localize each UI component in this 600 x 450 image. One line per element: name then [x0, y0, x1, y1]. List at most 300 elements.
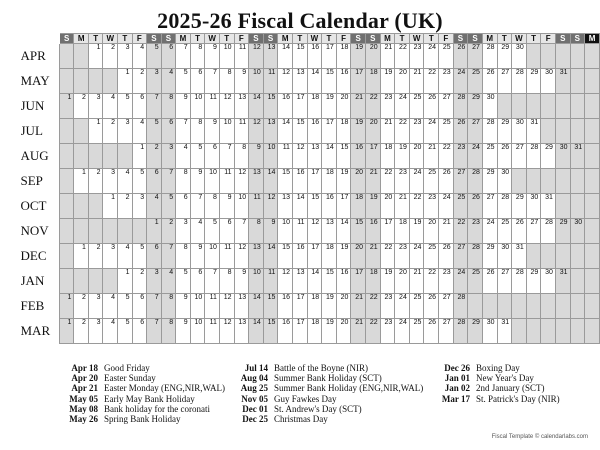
day-cell: 24 — [395, 319, 410, 344]
empty-cell — [59, 144, 74, 169]
day-cell: 4 — [103, 94, 118, 119]
day-cell: 3 — [88, 319, 103, 344]
weekday-header: M — [74, 34, 89, 44]
holiday-date: Dec 25 — [242, 414, 268, 425]
day-cell: 20 — [366, 119, 381, 144]
footer-credit: Fiscal Template © calendarlabs.com — [491, 434, 588, 440]
day-cell: 3 — [103, 244, 118, 269]
day-cell: 7 — [147, 294, 162, 319]
weekday-header: S — [453, 34, 468, 44]
day-cell: 20 — [395, 69, 410, 94]
day-cell: 20 — [424, 219, 439, 244]
day-cell: 23 — [395, 244, 410, 269]
day-cell: 8 — [234, 144, 249, 169]
day-cell: 28 — [453, 319, 468, 344]
day-cell: 16 — [322, 194, 337, 219]
day-cell: 14 — [278, 44, 293, 69]
day-cell: 18 — [380, 144, 395, 169]
holiday-date: Apr 18 — [71, 363, 98, 373]
empty-cell — [512, 319, 527, 344]
empty-cell — [555, 194, 570, 219]
day-cell: 14 — [263, 169, 278, 194]
month-label: MAR — [21, 319, 60, 344]
day-cell: 23 — [409, 119, 424, 144]
holiday-name: Battle of the Boyne (NIR) — [274, 363, 368, 373]
day-cell: 9 — [234, 269, 249, 294]
day-cell: 17 — [292, 294, 307, 319]
day-cell: 1 — [88, 119, 103, 144]
empty-cell — [555, 294, 570, 319]
empty-cell — [88, 69, 103, 94]
day-cell: 9 — [176, 94, 191, 119]
day-cell: 30 — [482, 94, 497, 119]
holiday-name: New Year's Day — [476, 373, 534, 384]
day-cell: 13 — [322, 219, 337, 244]
day-cell: 19 — [322, 319, 337, 344]
day-cell: 6 — [190, 269, 205, 294]
day-cell: 9 — [190, 169, 205, 194]
day-cell: 10 — [190, 294, 205, 319]
empty-cell — [88, 144, 103, 169]
empty-cell — [59, 119, 74, 144]
day-cell: 15 — [322, 269, 337, 294]
day-cell: 20 — [351, 169, 366, 194]
day-cell: 26 — [453, 119, 468, 144]
holiday-date: Aug 25 — [240, 383, 268, 394]
day-cell: 1 — [74, 244, 89, 269]
day-cell: 19 — [336, 169, 351, 194]
weekday-header: T — [88, 34, 103, 44]
day-cell: 29 — [497, 44, 512, 69]
day-cell: 25 — [409, 94, 424, 119]
empty-cell — [526, 44, 541, 69]
weekday-header: S — [555, 34, 570, 44]
weekday-header: S — [59, 34, 74, 44]
day-cell: 6 — [132, 319, 147, 344]
day-cell: 7 — [147, 319, 162, 344]
day-cell: 27 — [439, 94, 454, 119]
day-cell: 24 — [409, 244, 424, 269]
holiday-name: Summer Bank Holiday (ENG,NIR,WAL) — [274, 383, 424, 394]
day-cell: 28 — [512, 269, 527, 294]
holiday-name: Easter Sunday — [104, 373, 156, 384]
day-cell: 26 — [482, 269, 497, 294]
empty-cell — [585, 319, 600, 344]
day-cell: 4 — [176, 144, 191, 169]
weekday-header: M — [380, 34, 395, 44]
day-cell: 20 — [351, 244, 366, 269]
day-cell: 13 — [249, 169, 264, 194]
day-cell: 2 — [103, 119, 118, 144]
day-cell: 29 — [526, 269, 541, 294]
weekday-header: W — [205, 34, 220, 44]
day-cell: 15 — [307, 194, 322, 219]
day-cell: 16 — [307, 44, 322, 69]
day-cell: 1 — [147, 219, 162, 244]
holiday-list-3 — [434, 363, 560, 404]
empty-cell — [512, 94, 527, 119]
day-cell: 18 — [366, 69, 381, 94]
day-cell: 8 — [176, 244, 191, 269]
day-cell: 26 — [424, 319, 439, 344]
day-cell: 29 — [497, 119, 512, 144]
day-cell: 26 — [424, 94, 439, 119]
day-cell: 24 — [453, 69, 468, 94]
day-cell: 16 — [336, 269, 351, 294]
empty-cell — [570, 44, 585, 69]
weekday-header: T — [497, 34, 512, 44]
day-cell: 21 — [380, 44, 395, 69]
holiday-name: Bank holiday for the coronati — [104, 403, 210, 414]
holiday-name: St. Andrew's Day (SCT) — [274, 403, 362, 414]
day-cell: 10 — [219, 44, 234, 69]
empty-cell — [585, 69, 600, 94]
day-cell: 6 — [147, 244, 162, 269]
day-cell: 11 — [219, 169, 234, 194]
day-cell: 21 — [409, 269, 424, 294]
day-cell: 13 — [292, 69, 307, 94]
holiday-date: Nov 05 — [241, 393, 268, 404]
empty-cell — [570, 294, 585, 319]
day-cell: 8 — [161, 319, 176, 344]
day-cell: 11 — [205, 319, 220, 344]
day-cell: 17 — [351, 269, 366, 294]
month-row — [21, 269, 600, 294]
day-cell: 23 — [468, 219, 483, 244]
empty-cell — [541, 319, 556, 344]
day-cell: 7 — [161, 169, 176, 194]
day-cell: 12 — [307, 219, 322, 244]
day-cell: 27 — [526, 219, 541, 244]
day-cell: 5 — [147, 119, 162, 144]
day-cell: 25 — [497, 219, 512, 244]
day-cell: 4 — [161, 269, 176, 294]
day-cell: 29 — [482, 169, 497, 194]
day-cell: 13 — [307, 144, 322, 169]
holiday-item — [62, 394, 225, 404]
day-cell: 19 — [366, 194, 381, 219]
day-cell: 30 — [512, 119, 527, 144]
holiday-item — [232, 414, 423, 424]
day-cell: 20 — [409, 144, 424, 169]
holiday-name: Boxing Day — [476, 363, 520, 373]
header-corner — [21, 34, 60, 44]
day-cell: 28 — [453, 94, 468, 119]
day-cell: 30 — [570, 219, 585, 244]
day-cell: 2 — [88, 244, 103, 269]
day-cell: 20 — [395, 269, 410, 294]
day-cell: 17 — [366, 144, 381, 169]
holiday-item — [232, 404, 423, 414]
weekday-header: W — [103, 34, 118, 44]
holiday-list-1 — [62, 363, 225, 424]
day-cell: 12 — [219, 319, 234, 344]
day-cell: 10 — [205, 244, 220, 269]
empty-cell — [570, 69, 585, 94]
day-cell: 11 — [263, 69, 278, 94]
day-cell: 29 — [512, 194, 527, 219]
day-cell: 24 — [424, 44, 439, 69]
day-cell: 9 — [190, 244, 205, 269]
day-cell: 23 — [380, 294, 395, 319]
weekday-header: T — [190, 34, 205, 44]
day-cell: 27 — [497, 269, 512, 294]
empty-cell — [585, 244, 600, 269]
day-cell: 30 — [482, 319, 497, 344]
day-cell: 26 — [512, 219, 527, 244]
empty-cell — [555, 319, 570, 344]
holiday-name: St. Patrick's Day (NIR) — [476, 393, 560, 404]
empty-cell — [59, 219, 74, 244]
day-cell: 3 — [118, 119, 133, 144]
day-cell: 18 — [366, 269, 381, 294]
empty-cell — [74, 194, 89, 219]
day-cell: 19 — [380, 69, 395, 94]
weekday-header: S — [570, 34, 585, 44]
day-cell: 2 — [88, 169, 103, 194]
day-cell: 12 — [219, 294, 234, 319]
month-row — [21, 319, 600, 344]
day-cell: 4 — [118, 169, 133, 194]
month-row — [21, 119, 600, 144]
day-cell: 10 — [249, 69, 264, 94]
day-cell: 6 — [176, 194, 191, 219]
day-cell: 11 — [219, 244, 234, 269]
month-row — [21, 69, 600, 94]
day-cell: 30 — [526, 194, 541, 219]
day-cell: 21 — [351, 94, 366, 119]
day-cell: 1 — [118, 269, 133, 294]
day-cell: 27 — [453, 169, 468, 194]
day-cell: 31 — [570, 144, 585, 169]
day-cell: 27 — [512, 144, 527, 169]
day-cell: 7 — [161, 244, 176, 269]
day-cell: 20 — [366, 44, 381, 69]
day-cell: 22 — [395, 44, 410, 69]
month-label: JUN — [21, 94, 60, 119]
holiday-date: May 05 — [69, 393, 98, 404]
day-cell: 19 — [351, 119, 366, 144]
day-cell: 18 — [307, 94, 322, 119]
day-cell: 1 — [74, 169, 89, 194]
weekday-header: W — [409, 34, 424, 44]
day-cell: 26 — [482, 69, 497, 94]
day-cell: 2 — [132, 69, 147, 94]
day-cell: 11 — [234, 44, 249, 69]
weekday-header: S — [161, 34, 176, 44]
day-cell: 17 — [322, 119, 337, 144]
day-cell: 4 — [190, 219, 205, 244]
day-cell: 10 — [263, 144, 278, 169]
day-cell: 3 — [103, 169, 118, 194]
day-cell: 4 — [132, 119, 147, 144]
day-cell: 17 — [307, 244, 322, 269]
day-cell: 15 — [292, 44, 307, 69]
empty-cell — [570, 94, 585, 119]
day-cell: 29 — [482, 244, 497, 269]
day-cell: 15 — [278, 244, 293, 269]
day-cell: 21 — [380, 119, 395, 144]
weekday-header: S — [468, 34, 483, 44]
holiday-name: Early May Bank Holiday — [104, 393, 195, 404]
day-cell: 25 — [439, 119, 454, 144]
day-cell: 6 — [147, 169, 162, 194]
day-cell: 17 — [322, 44, 337, 69]
holiday-item — [62, 404, 225, 414]
day-cell: 5 — [132, 244, 147, 269]
day-cell: 21 — [366, 169, 381, 194]
day-cell: 3 — [176, 219, 191, 244]
holiday-name: Spring Bank Holiday — [104, 414, 181, 425]
day-cell: 6 — [205, 144, 220, 169]
day-cell: 21 — [439, 219, 454, 244]
day-cell: 10 — [278, 219, 293, 244]
day-cell: 3 — [118, 44, 133, 69]
day-cell: 13 — [249, 244, 264, 269]
empty-cell — [88, 269, 103, 294]
day-cell: 26 — [453, 44, 468, 69]
day-cell: 22 — [395, 119, 410, 144]
day-cell: 2 — [147, 144, 162, 169]
day-cell: 8 — [161, 94, 176, 119]
day-cell: 19 — [395, 144, 410, 169]
empty-cell — [497, 94, 512, 119]
day-cell: 28 — [541, 219, 556, 244]
empty-cell — [88, 219, 103, 244]
day-cell: 22 — [424, 269, 439, 294]
day-cell: 20 — [380, 194, 395, 219]
day-cell: 17 — [307, 169, 322, 194]
empty-cell — [541, 119, 556, 144]
day-cell: 12 — [249, 119, 264, 144]
day-cell: 6 — [132, 294, 147, 319]
day-cell: 13 — [292, 269, 307, 294]
day-cell: 30 — [541, 269, 556, 294]
holiday-item — [62, 414, 225, 424]
day-cell: 25 — [453, 194, 468, 219]
day-cell: 2 — [74, 94, 89, 119]
day-cell: 23 — [409, 44, 424, 69]
day-cell: 31 — [526, 119, 541, 144]
empty-cell — [541, 44, 556, 69]
day-cell: 5 — [118, 319, 133, 344]
day-cell: 22 — [380, 169, 395, 194]
holiday-item — [232, 373, 423, 383]
day-cell: 17 — [351, 69, 366, 94]
day-cell: 23 — [380, 94, 395, 119]
day-cell: 17 — [292, 319, 307, 344]
holiday-date: Dec 01 — [242, 403, 268, 414]
day-cell: 1 — [59, 319, 74, 344]
empty-cell — [103, 69, 118, 94]
day-cell: 17 — [380, 219, 395, 244]
empty-cell — [526, 244, 541, 269]
holiday-item — [62, 363, 225, 373]
day-cell: 31 — [512, 244, 527, 269]
empty-cell — [585, 44, 600, 69]
day-cell: 12 — [278, 69, 293, 94]
day-cell: 21 — [366, 244, 381, 269]
day-cell: 3 — [161, 144, 176, 169]
holiday-date: Apr 21 — [71, 383, 98, 394]
holiday-item — [434, 373, 560, 383]
weekday-header: M — [278, 34, 293, 44]
day-cell: 5 — [161, 194, 176, 219]
holiday-item — [232, 394, 423, 404]
day-cell: 14 — [336, 219, 351, 244]
empty-cell — [74, 44, 89, 69]
day-cell: 18 — [395, 219, 410, 244]
day-cell: 15 — [263, 294, 278, 319]
day-cell: 15 — [322, 69, 337, 94]
holiday-date: Jul 14 — [244, 363, 268, 373]
holiday-item — [232, 363, 423, 373]
day-cell: 16 — [366, 219, 381, 244]
empty-cell — [570, 194, 585, 219]
day-cell: 12 — [292, 144, 307, 169]
day-cell: 25 — [409, 319, 424, 344]
day-cell: 1 — [103, 194, 118, 219]
month-label: APR — [21, 44, 60, 69]
month-row — [21, 144, 600, 169]
day-cell: 12 — [263, 194, 278, 219]
day-cell: 9 — [234, 69, 249, 94]
day-cell: 19 — [380, 269, 395, 294]
day-cell: 16 — [307, 119, 322, 144]
empty-cell — [585, 194, 600, 219]
day-cell: 8 — [190, 44, 205, 69]
day-cell: 2 — [132, 269, 147, 294]
day-cell: 19 — [351, 44, 366, 69]
day-cell: 25 — [409, 294, 424, 319]
day-cell: 4 — [103, 319, 118, 344]
weekday-header: M — [176, 34, 191, 44]
day-cell: 25 — [468, 69, 483, 94]
day-cell: 11 — [234, 119, 249, 144]
day-cell: 14 — [307, 69, 322, 94]
day-cell: 15 — [278, 169, 293, 194]
day-cell: 23 — [424, 194, 439, 219]
day-cell: 13 — [263, 44, 278, 69]
empty-cell — [541, 294, 556, 319]
day-cell: 30 — [497, 244, 512, 269]
day-cell: 28 — [453, 294, 468, 319]
weekday-header: S — [147, 34, 162, 44]
holiday-date: Jan 01 — [444, 373, 470, 384]
day-cell: 27 — [468, 44, 483, 69]
day-cell: 21 — [351, 319, 366, 344]
day-cell: 27 — [482, 194, 497, 219]
empty-cell — [570, 269, 585, 294]
holiday-item — [434, 383, 560, 393]
day-cell: 11 — [292, 219, 307, 244]
day-cell: 2 — [103, 44, 118, 69]
day-cell: 1 — [59, 94, 74, 119]
day-cell: 28 — [468, 244, 483, 269]
day-cell: 3 — [132, 194, 147, 219]
day-cell: 24 — [395, 294, 410, 319]
holiday-item — [434, 394, 560, 404]
weekday-header: F — [234, 34, 249, 44]
month-label: MAY — [21, 69, 60, 94]
empty-cell — [103, 269, 118, 294]
day-cell: 9 — [205, 119, 220, 144]
weekday-header: T — [424, 34, 439, 44]
empty-cell — [555, 44, 570, 69]
day-cell: 10 — [219, 119, 234, 144]
day-cell: 7 — [176, 44, 191, 69]
day-cell: 27 — [497, 69, 512, 94]
